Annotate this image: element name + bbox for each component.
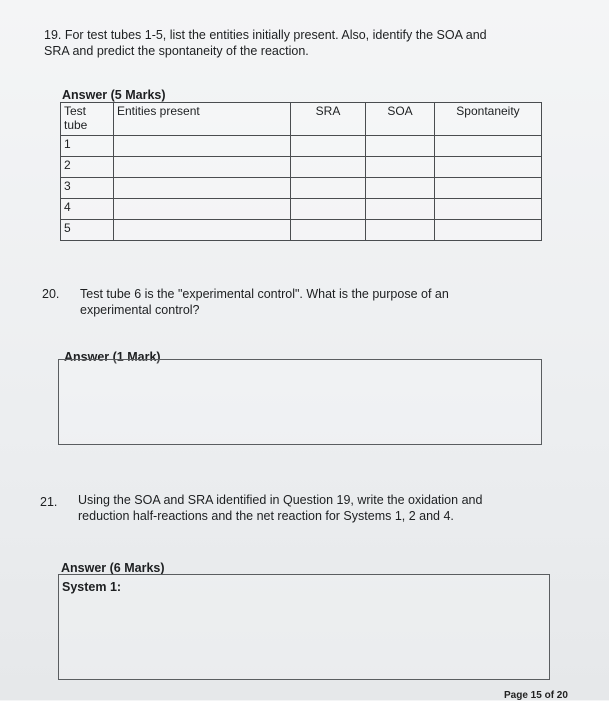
row-test-tube-number: 1 <box>61 136 114 157</box>
row-test-tube-number: 3 <box>61 178 114 199</box>
page-number: Page 15 of 20 <box>504 690 568 701</box>
table-row <box>61 199 542 220</box>
question-20-answer-box[interactable] <box>58 359 542 445</box>
sra-cell[interactable] <box>291 178 366 199</box>
question-21-answer-label: Answer (6 Marks) <box>61 561 165 575</box>
table-row <box>61 157 542 178</box>
soa-cell[interactable] <box>366 178 435 199</box>
spontaneity-cell[interactable] <box>435 220 542 241</box>
soa-cell[interactable] <box>366 157 435 178</box>
soa-cell[interactable] <box>366 199 435 220</box>
spontaneity-cell[interactable] <box>435 136 542 157</box>
question-19-answer-label: Answer (5 Marks) <box>62 88 166 102</box>
table-row <box>61 220 542 241</box>
question-21-number: 21. <box>40 495 58 509</box>
sra-cell[interactable] <box>291 157 366 178</box>
row-test-tube-number: 4 <box>61 199 114 220</box>
header-spontaneity: Spontaneity <box>435 103 542 136</box>
question-19-text: 19. For test tubes 1-5, list the entities initially present. Also, identify the SOA and SRA and predict the spontaneity of the reaction. <box>44 28 487 58</box>
table-header-row <box>61 103 542 136</box>
sra-cell[interactable] <box>291 199 366 220</box>
system-1-label: System 1: <box>62 580 122 594</box>
entities-cell[interactable] <box>114 199 291 220</box>
sra-cell[interactable] <box>291 220 366 241</box>
entities-cell[interactable] <box>114 136 291 157</box>
entities-cell[interactable] <box>114 157 291 178</box>
question-20-answer-label: Answer (1 Mark) <box>64 350 161 364</box>
spontaneity-cell[interactable] <box>435 157 542 178</box>
question-20-text: Test tube 6 is the "experimental control". What is the purpose of an experimental control? <box>80 287 449 317</box>
question-21-answer-box[interactable] <box>58 574 550 680</box>
row-test-tube-number: 2 <box>61 157 114 178</box>
header-test-tube: Test tube <box>61 103 114 136</box>
header-entities-present: Entities present <box>114 103 291 136</box>
table-row <box>61 178 542 199</box>
sra-cell[interactable] <box>291 136 366 157</box>
entities-cell[interactable] <box>114 220 291 241</box>
header-soa: SOA <box>366 103 435 136</box>
header-sra: SRA <box>291 103 366 136</box>
entities-cell[interactable] <box>114 178 291 199</box>
table-row <box>61 136 542 157</box>
soa-cell[interactable] <box>366 220 435 241</box>
row-test-tube-number: 5 <box>61 220 114 241</box>
soa-cell[interactable] <box>366 136 435 157</box>
question-20-number: 20. <box>42 287 60 301</box>
spontaneity-cell[interactable] <box>435 178 542 199</box>
answer-table <box>60 102 542 241</box>
spontaneity-cell[interactable] <box>435 199 542 220</box>
question-21-text: Using the SOA and SRA identified in Question 19, write the oxidation and reduction half-reactions and the net reaction for Systems 1, 2 and 4. <box>78 493 483 523</box>
